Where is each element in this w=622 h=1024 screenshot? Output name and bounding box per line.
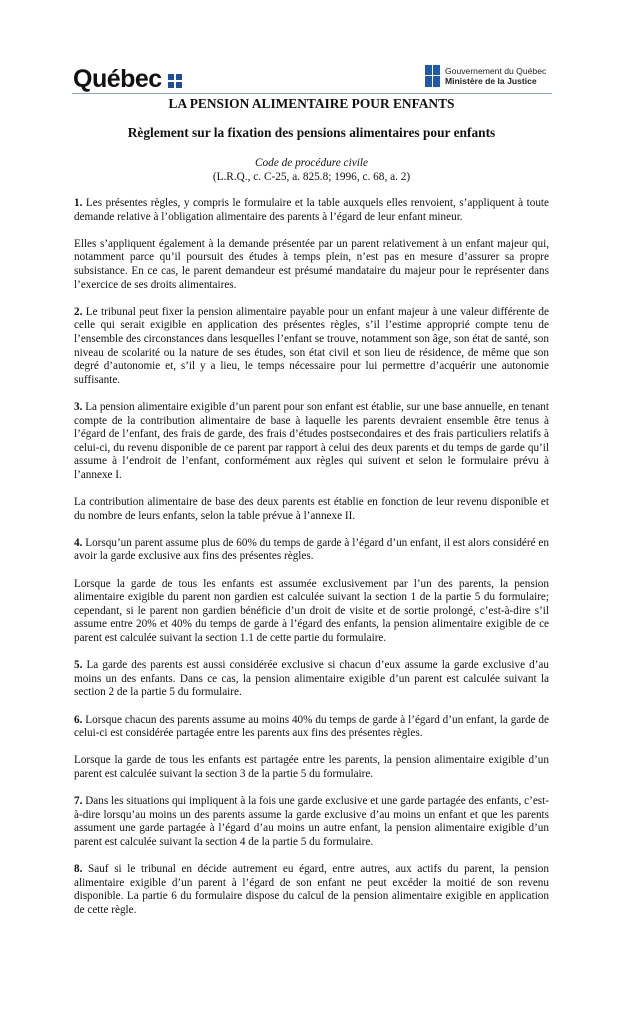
code-reference bbox=[74, 157, 549, 184]
document-title: LA PENSION ALIMENTAIRE POUR ENFANTS bbox=[168, 96, 455, 111]
paragraph bbox=[74, 537, 549, 564]
document-subtitle: Règlement sur la fixation des pensions alimentaires pour enfants bbox=[127, 125, 496, 140]
article-number: 2. bbox=[74, 305, 83, 318]
article-number: 5. bbox=[74, 659, 83, 672]
paragraph-text: Lorsqu’un parent assume plus de 60% du temps de garde à l’égard d’un enfant, il est alors considéré en avoir la garde exclusive aux fins des présentes règles. bbox=[74, 536, 549, 563]
paragraph-text: Elles s’appliquent également à la demande présentée par un parent relativement à un enfant majeur qui, notamment parce qu’il poursuit des études à temps plein, n’est pas en mesure d’assurer sa propre subsistance. En ce cas, le parent demandeur est présumé mandataire du majeur pour le représenter dans l’exercice de ses droits alimentaires. bbox=[74, 237, 549, 291]
paragraph-text: Lorsque chacun des parents assume au moins 40% du temps de garde à l’égard d’un enfant, la garde de celui-ci est considérée partagée entre les parents aux fins des présentes règles. bbox=[74, 713, 549, 740]
government-logo bbox=[425, 65, 546, 87]
paragraph bbox=[74, 306, 549, 388]
paragraph bbox=[74, 863, 549, 917]
paragraph-text: Lorsque la garde de tous les enfants est partagée entre les parents, la pension alimentaire exigible d’un parent est calculée suivant la section 3 de la partie 5 du formulaire. bbox=[74, 754, 549, 780]
paragraph bbox=[74, 197, 549, 224]
paragraph bbox=[74, 795, 549, 849]
article-number: 7. bbox=[74, 795, 83, 808]
paragraph bbox=[74, 401, 549, 483]
article-number: 8. bbox=[74, 863, 83, 876]
paragraph-text: Le tribunal peut fixer la pension alimentaire payable pour un enfant majeur à une valeur différente de celle qui serait exigible en application des présentes règles, s’il l’estime approprié compte tenu de l’ensemble des circonstances dans lesquelles l’enfant se trouve, notamment son âge, son état de santé, son niveau de scolarité ou la nature de ses études, son état civil et son lieu de résidence, de même que son degré d’autonomie et, s’il y a lieu, le temps nécessaire pour lui permettre d’acquérir une autonomie suffisante. bbox=[74, 305, 549, 386]
paragraph-list bbox=[74, 197, 549, 917]
quebec-wordmark: Québec bbox=[73, 65, 162, 93]
quebec-flag-icon bbox=[425, 65, 440, 87]
paragraph bbox=[74, 238, 549, 292]
article-number: 6. bbox=[74, 713, 83, 726]
paragraph-text: La contribution alimentaire de base des deux parents est établie en fonction de leur revenu disponible et du nombre de leurs enfants, selon la table prévue à l’annexe II. bbox=[74, 496, 549, 522]
quebec-logo bbox=[73, 66, 182, 92]
paragraph-text: Les présentes règles, y compris le formulaire et la table auxquels elles renvoient, s’appliquent à toute demande relative à l’obligation alimentaire des parents à l’égard de leur enfant mineur. bbox=[74, 197, 549, 223]
paragraph-text: Sauf si le tribunal en décide autrement eu égard, entre autres, aux actifs du parent, la pension alimentaire exigible d’un parent à l’égard de son enfant ne peut excéder la moitié de son revenu disponible. La partie 6 du formulaire dispose du calcul de la pension alimentaire exigible en application de cette règle. bbox=[74, 863, 549, 916]
paragraph bbox=[74, 578, 549, 646]
article-number: 3. bbox=[74, 400, 83, 413]
ministry-line: Ministère de la Justice bbox=[445, 76, 537, 86]
document-body bbox=[74, 94, 549, 917]
page-header bbox=[0, 0, 622, 96]
paragraph-text: Dans les situations qui impliquent à la fois une garde exclusive et une garde partagée des enfants, c’est-à-dire lorsqu’au moins un des parents assume la garde exclusive d’au moins un enfant et que les parents assument une garde partagée à l’égard d’au moins un autre enfant, la pension alimentaire exigible d’un parent est calculée suivant la section 4 de la partie 5 du formulaire. bbox=[74, 795, 549, 848]
paragraph-text: La garde des parents est aussi considérée exclusive si chacun d’eux assume la garde exclusive d’au moins un des enfants. Dans ce cas, la pension alimentaire exigible d’un parent est calculée suivant la section 2 de la partie 5 du formulaire. bbox=[74, 659, 549, 699]
government-text bbox=[445, 66, 546, 86]
fleur-de-lis-icon bbox=[168, 74, 182, 88]
article-number: 1. bbox=[74, 197, 83, 209]
article-number: 4. bbox=[74, 536, 83, 549]
paragraph-text: Lorsque la garde de tous les enfants est assumée exclusivement par l’un des parents, la pension alimentaire exigible du parent non gardien est calculée suivant la section 1 de la partie 5 du formulaire; cependant, si le parent non gardien bénéficie d’un droit de visite et de sortie prolongé, c’est-à-dire s’il assume entre 20% et 40% du temps de garde à l’égard des enfants, la pension alimentaire exigible de ce parent est calculée suivant la section 1.1 de cette partie du formulaire. bbox=[74, 577, 549, 644]
code-name: Code de procédure civile bbox=[254, 157, 369, 169]
paragraph bbox=[74, 714, 549, 741]
code-citation: (L.R.Q., c. C-25, a. 825.8; 1996, c. 68, a. 2) bbox=[212, 170, 411, 183]
paragraph bbox=[74, 496, 549, 523]
government-line: Gouvernement du Québec bbox=[445, 66, 547, 76]
paragraph-text: La pension alimentaire exigible d’un parent pour son enfant est établie, sur une base annuelle, en tenant compte de la contribution alimentaire de base à laquelle les parents devraient ensemble être tenus à l’égard de l’enfant, des frais de garde, des frais d’études postsecondaires et des frais particuliers relatifs à celui-ci, du revenu disponible de ce parent par rapport à celui des deux parents et du temps de garde qu’il assume à l’endroit de l’enfant, conformément aux règles qui suivent et selon le formulaire prévu à l’annexe I. bbox=[74, 400, 549, 481]
paragraph bbox=[74, 754, 549, 781]
paragraph bbox=[74, 659, 549, 700]
